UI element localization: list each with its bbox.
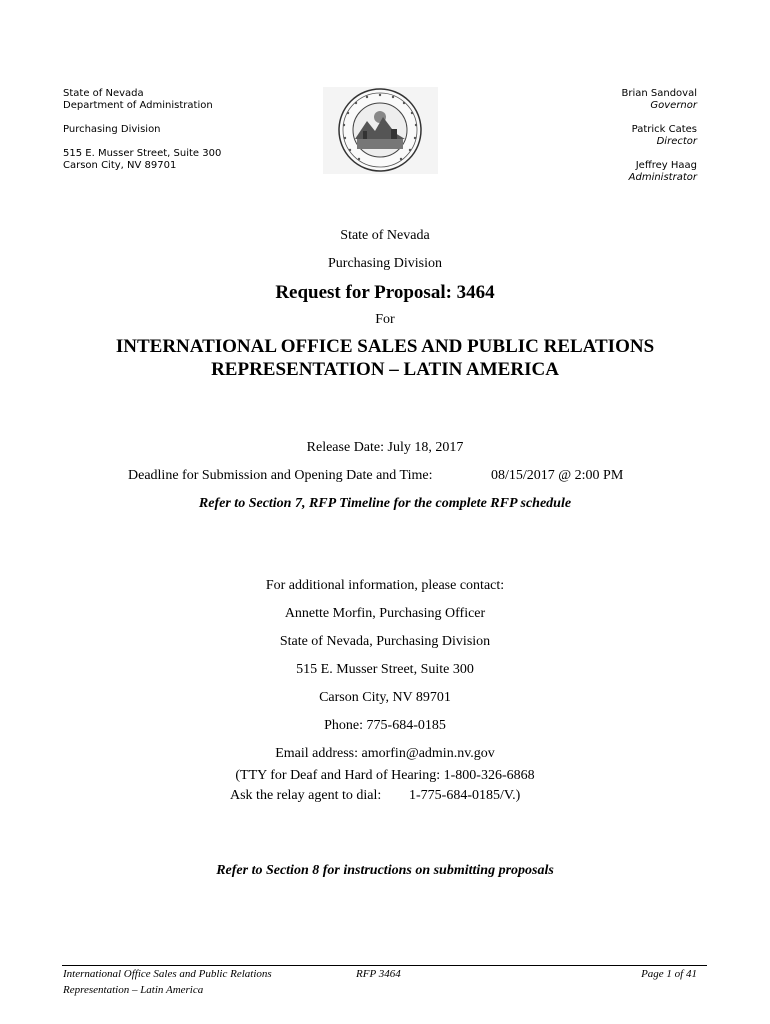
letterhead-city: Carson City, NV 89701 (63, 160, 177, 171)
deadline-value: 08/15/2017 @ 2:00 PM (491, 468, 624, 483)
governor-title: Governor (650, 100, 697, 111)
deadline-label: Deadline for Submission and Opening Date and Time: (128, 468, 433, 483)
rfp-subject-line1: INTERNATIONAL OFFICE SALES AND PUBLIC RELATIONS (115, 336, 655, 357)
director-name: Patrick Cates (631, 124, 697, 135)
rfp-subject-line2: REPRESENTATION – LATIN AMERICA (211, 359, 559, 380)
contact-tty: (TTY for Deaf and Hard of Hearing: 1-800-326-6868 (235, 768, 535, 783)
administrator-name: Jeffrey Haag (635, 160, 697, 171)
relay-number: 1-775-684-0185/V.) (409, 788, 521, 803)
release-date: Release Date: July 18, 2017 (306, 440, 464, 455)
contact-street: 515 E. Musser Street, Suite 300 (296, 662, 474, 677)
contact-city: Carson City, NV 89701 (319, 690, 451, 705)
governor-name: Brian Sandoval (621, 88, 697, 99)
director-title: Director (656, 136, 697, 147)
footer-title (63, 966, 272, 998)
letterhead-division: Purchasing Division (63, 124, 161, 135)
rfp-title: Request for Proposal: 3464 (275, 282, 495, 303)
letterhead-right (622, 88, 698, 184)
letterhead-state: State of Nevada (63, 88, 144, 99)
relay-label: Ask the relay agent to dial: (230, 788, 382, 803)
contact-intro: For additional information, please contact: (265, 578, 505, 593)
letterhead-department: Department of Administration (63, 100, 213, 111)
contact-name: Annette Morfin, Purchasing Officer (284, 606, 486, 621)
contact-org: State of Nevada, Purchasing Division (279, 634, 491, 649)
contact-phone: Phone: 775-684-0185 (324, 718, 446, 733)
title-state: State of Nevada (340, 228, 430, 243)
letterhead-left (63, 88, 221, 172)
contact-email[interactable]: Email address: amorfin@admin.nv.gov (275, 746, 495, 761)
title-division: Purchasing Division (328, 256, 442, 271)
timeline-note: Refer to Section 7, RFP Timeline for the complete RFP schedule (198, 496, 572, 511)
submission-note: Refer to Section 8 for instructions on submitting proposals (216, 863, 554, 878)
footer-page-number: Page 1 of 41 (641, 968, 697, 980)
title-for: For (375, 312, 395, 327)
administrator-title: Administrator (628, 172, 697, 183)
nevada-seal-icon (323, 87, 438, 174)
footer-rfp-number: RFP 3464 (356, 968, 401, 980)
letterhead-street: 515 E. Musser Street, Suite 300 (63, 148, 222, 159)
footer-title-line1: International Office Sales and Public Relations (63, 968, 272, 980)
footer-title-line2: Representation – Latin America (63, 984, 204, 996)
